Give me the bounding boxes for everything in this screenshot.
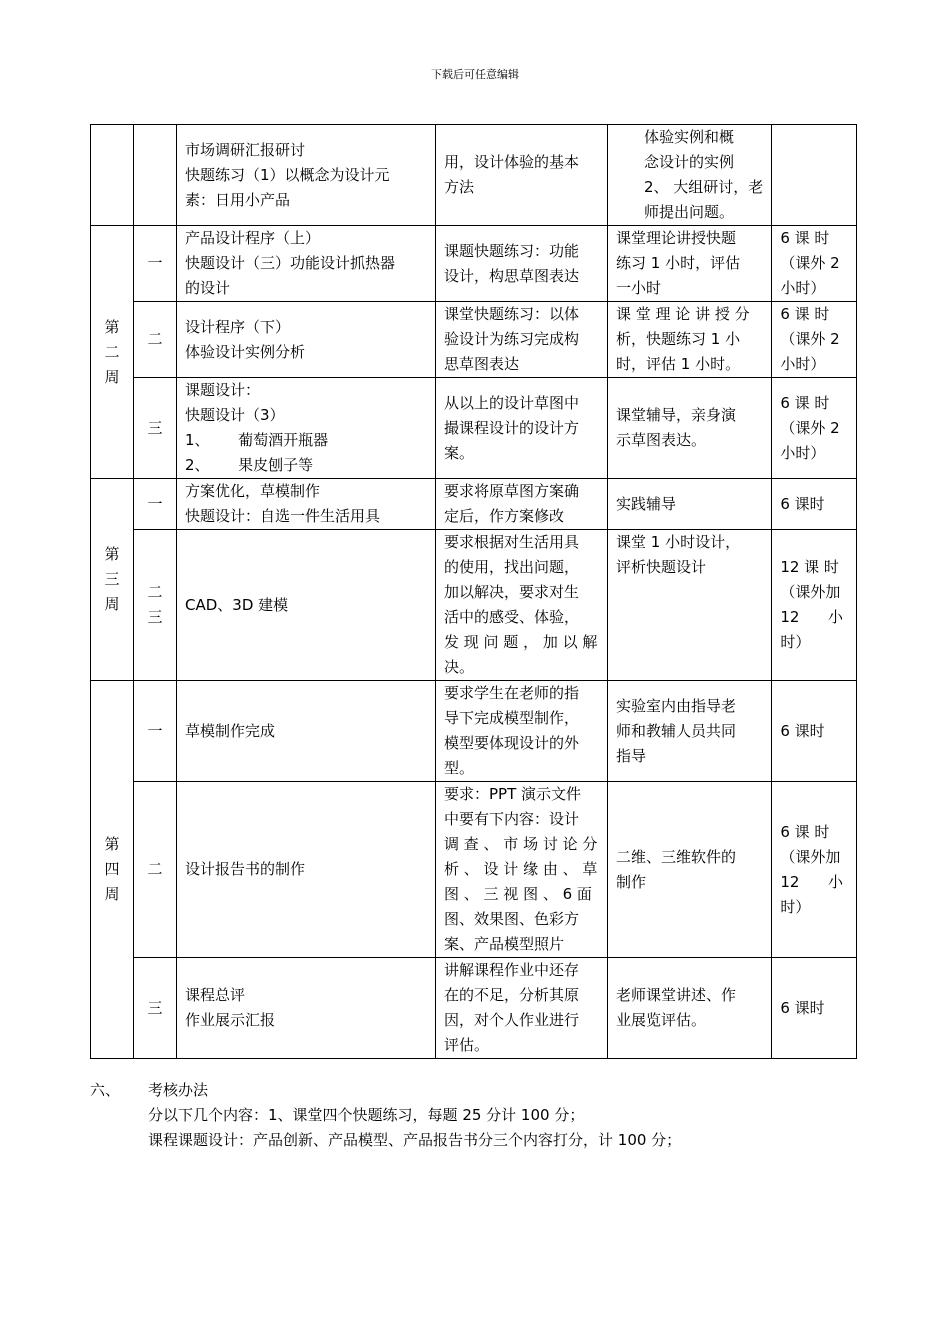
table-row [91,782,857,958]
day-cell [134,782,177,958]
method-cell-line: 2、 大组研讨，老 [644,178,764,196]
method-cell [608,302,772,378]
method-cell-line [616,605,763,630]
requirement-cell-line: 要求将原草图方案确 [444,482,580,500]
hours-cell-line: 6 课 时 [780,229,830,247]
requirement-cell-line: 决。 [444,658,475,676]
hours-cell-line: 12 课 时 [780,558,839,576]
hours-cell-line: 6 课 时 [780,822,830,841]
requirement-cell-line: 思草图表达 [444,355,520,373]
table-row [91,479,857,530]
hours-cell [772,302,857,378]
requirement-cell-line: 发 现 问 题 ， 加 以 解 [444,633,598,651]
hours-cell [772,681,857,782]
section-heading [90,1078,681,1103]
day-cell [134,302,177,378]
day-cell-line: 三 [147,998,163,1017]
table-row [91,226,857,302]
method-cell-line: 业展览评估。 [616,1011,707,1029]
method-cell-line: 时，评估 1 小时。 [616,355,741,373]
requirement-cell-line: 析 、 设 计 缘 由 、 草 [444,860,598,878]
hours-cell-line: 小时） [780,279,826,297]
week-cell-line: 第 [104,835,120,853]
hours-cell-line: （课外 2 [780,418,840,437]
requirement-cell-line: 型。 [444,759,475,777]
requirement-cell-line: 评估。 [444,1036,490,1054]
hours-cell-line: （课外 2 [780,254,840,272]
requirement-cell-line: 从以上的设计草图中 [444,393,580,412]
topic-cell [177,226,436,302]
hours-cell-line: 6 课 时 [780,393,830,412]
day-cell [134,125,177,226]
method-cell-line: 一小时 [616,279,662,297]
day-cell [134,378,177,479]
method-cell-line: 制作 [616,872,647,891]
method-cell-line [616,655,763,680]
requirement-cell-line: 在的不足，分析其原 [444,986,580,1004]
requirement-cell-line: 要求：PPT 演示文件 [444,785,582,803]
requirement-cell [436,530,608,681]
requirement-cell-line: 图 、 三 视 图 、 6 面 [444,885,592,903]
table-row [91,302,857,378]
method-cell [608,378,772,479]
section-number: 六、 [90,1081,121,1099]
method-cell-line: 课堂 1 小时设计， [616,533,741,551]
hours-cell [772,226,857,302]
table-row [91,530,857,681]
requirement-cell-line: 验设计为练习完成构 [444,330,580,348]
hours-cell-line: 时） [780,897,811,916]
method-cell-line: 评析快题设计 [616,558,707,576]
hours-cell-line: 6 课时 [780,721,825,740]
day-cell [134,479,177,530]
assessment-section [90,1078,681,1153]
method-cell-line: 师提出问题。 [644,203,735,221]
hours-cell-line: 小时） [780,355,826,373]
day-cell [134,681,177,782]
requirement-cell-line: 因，对个人作业进行 [444,1011,580,1029]
week-cell-line: 第 [104,317,120,336]
method-cell-line: 师和教辅人员共同 [616,721,737,740]
method-cell [608,125,772,226]
topic-cell-line: 设计程序（下） [185,317,291,336]
topic-cell-line: 市场调研汇报研讨 [185,140,306,159]
method-cell-line: 实验室内由指导老 [616,696,737,715]
topic-cell [177,958,436,1059]
hours-cell-line: 6 课 时 [780,305,830,323]
topic-cell [177,681,436,782]
topic-cell-line: 作业展示汇报 [185,1011,276,1029]
hours-cell-line: （课外 2 [780,330,840,348]
week-cell-line: 周 [104,367,120,386]
day-cell-line: 二 [147,860,163,878]
requirement-cell-line: 要求学生在老师的指 [444,684,580,702]
hours-cell-line: （课外加 [780,847,841,866]
requirement-cell [436,302,608,378]
week-cell [91,125,134,226]
topic-cell [177,378,436,479]
requirement-cell-line: 模型要体现设计的外 [444,734,580,752]
topic-cell [177,530,436,681]
requirement-cell-line: 课题快题练习：功能 [444,241,580,260]
day-cell-line: 一 [147,494,163,513]
method-cell-line: 示草图表达。 [616,431,707,449]
requirement-cell-line: 加以解决，要求对生 [444,583,580,601]
table-row [91,125,857,226]
hours-cell [772,125,857,226]
topic-cell-line: 产品设计程序（上） [185,229,321,247]
topic-cell-line: 体验设计实例分析 [185,342,306,361]
requirement-cell-line: 案、产品模型照片 [444,935,565,953]
method-cell [608,958,772,1059]
method-cell [608,782,772,958]
section-line: 课程课题设计：产品创新、产品模型、产品报告书分三个内容打分，计 100 分； [148,1131,682,1149]
day-cell-line: 一 [147,721,163,740]
requirement-cell [436,378,608,479]
week-cell-line: 三 [104,570,120,588]
hours-cell-line: 6 课时 [780,494,825,513]
requirement-cell-line: 图、效果图、色彩方 [444,910,580,928]
requirement-cell-line: 课堂快题练习：以体 [444,305,580,323]
requirement-cell-line: 导下完成模型制作， [444,709,580,727]
requirement-cell-line: 方法 [444,178,475,196]
day-cell-line: 二 [147,330,163,348]
week-cell-line: 二 [104,342,120,361]
method-cell-line: 析，快题练习 1 小 [616,330,741,348]
table-row [91,378,857,479]
method-cell [608,226,772,302]
week-cell [91,226,134,479]
day-cell [134,530,177,681]
requirement-cell-line: 定后，作方案修改 [444,507,565,525]
requirement-cell [436,226,608,302]
hours-cell [772,782,857,958]
requirement-cell-line: 用，设计体验的基本 [444,153,580,171]
topic-cell-line: 方案优化，草模制作 [185,482,321,500]
table-row [91,681,857,782]
topic-cell-line: 快题设计（三）功能设计抓热器 [185,254,396,272]
topic-cell-line: 的设计 [185,279,231,297]
method-cell-line: 二维、三维软件的 [616,847,737,866]
week-cell [91,479,134,681]
day-cell-line: 三 [147,418,163,437]
week-cell [91,681,134,1059]
method-cell-line: 体验实例和概 [644,128,735,146]
topic-cell-line: 快题设计：自选一件生活用具 [185,507,381,525]
method-cell [608,479,772,530]
week-cell-line: 四 [104,860,120,878]
topic-cell [177,479,436,530]
week-cell-line: 周 [104,885,120,903]
requirement-cell [436,125,608,226]
requirement-cell-line: 活中的感受、体验， [444,608,580,626]
method-cell-line: 课堂辅导，亲身演 [616,406,737,424]
method-cell [608,530,772,681]
hours-cell-line: 12 小 [780,872,844,891]
hours-cell-line: 时） [780,633,811,651]
hours-cell-line: 6 课时 [780,998,825,1017]
hours-cell [772,479,857,530]
method-cell-line: 老师课堂讲述、作 [616,986,737,1004]
method-cell-line: 课 堂 理 论 讲 授 分 [616,305,750,323]
section-title: 考核办法 [148,1081,209,1099]
topic-cell-line: 2、 果皮刨子等 [185,456,314,474]
topic-cell [177,125,436,226]
requirement-cell-line: 的使用，找出问题， [444,558,580,576]
topic-cell-line: 设计报告书的制作 [185,860,306,878]
topic-cell [177,302,436,378]
hours-cell-line: 小时） [780,443,826,462]
topic-cell-line: 课程总评 [185,986,246,1004]
topic-cell-line: CAD、3D 建模 [185,595,289,614]
week-cell-line: 第 [104,545,120,563]
schedule-table [90,124,857,1059]
day-cell-line: 二 [147,583,163,601]
method-cell-line [616,630,763,655]
method-cell-line: 练习 1 小时，评估 [616,254,741,272]
section-line: 分以下几个内容：1、课堂四个快题练习，每题 25 分计 100 分； [148,1106,585,1124]
requirement-cell-line: 案。 [444,443,475,462]
topic-cell-line: 草模制作完成 [185,721,276,740]
requirement-cell-line: 调 查 、 市 场 讨 论 分 [444,835,598,853]
requirement-cell-line: 要求根据对生活用具 [444,533,580,551]
day-cell-line: 一 [147,254,163,272]
hours-cell [772,958,857,1059]
method-cell-line: 课堂理论讲授快题 [616,229,737,247]
requirement-cell [436,782,608,958]
day-cell-line: 三 [147,608,163,626]
day-cell [134,958,177,1059]
method-cell-line: 指导 [616,746,647,765]
topic-cell-line: 快题设计（3） [185,406,285,424]
requirement-cell-line: 讲解课程作业中还存 [444,961,580,979]
topic-cell-line: 课题设计： [185,381,261,399]
topic-cell-line: 快题练习（1）以概念为设计元 [185,165,390,184]
hours-cell-line: 12 小 [780,608,844,626]
requirement-cell [436,681,608,782]
schedule-table-body [91,125,857,1059]
hours-cell [772,530,857,681]
topic-cell-line: 素：日用小产品 [185,190,291,209]
method-cell-line: 实践辅导 [616,494,677,513]
hours-cell [772,378,857,479]
method-cell-line: 念设计的实例 [644,153,735,171]
requirement-cell-line: 中要有下内容：设计 [444,810,580,828]
requirement-cell [436,479,608,530]
requirement-cell-line: 设计，构思草图表达 [444,266,580,285]
requirement-cell-line: 撮课程设计的设计方 [444,418,580,437]
table-row [91,958,857,1059]
topic-cell-line: 1、 葡萄酒开瓶器 [185,431,329,449]
requirement-cell [436,958,608,1059]
topic-cell [177,782,436,958]
page-header: 下载后可任意编辑 [431,68,519,81]
day-cell [134,226,177,302]
method-cell [608,681,772,782]
week-cell-line: 周 [104,595,120,613]
method-cell-line [616,580,763,605]
hours-cell-line: （课外加 [780,583,841,601]
